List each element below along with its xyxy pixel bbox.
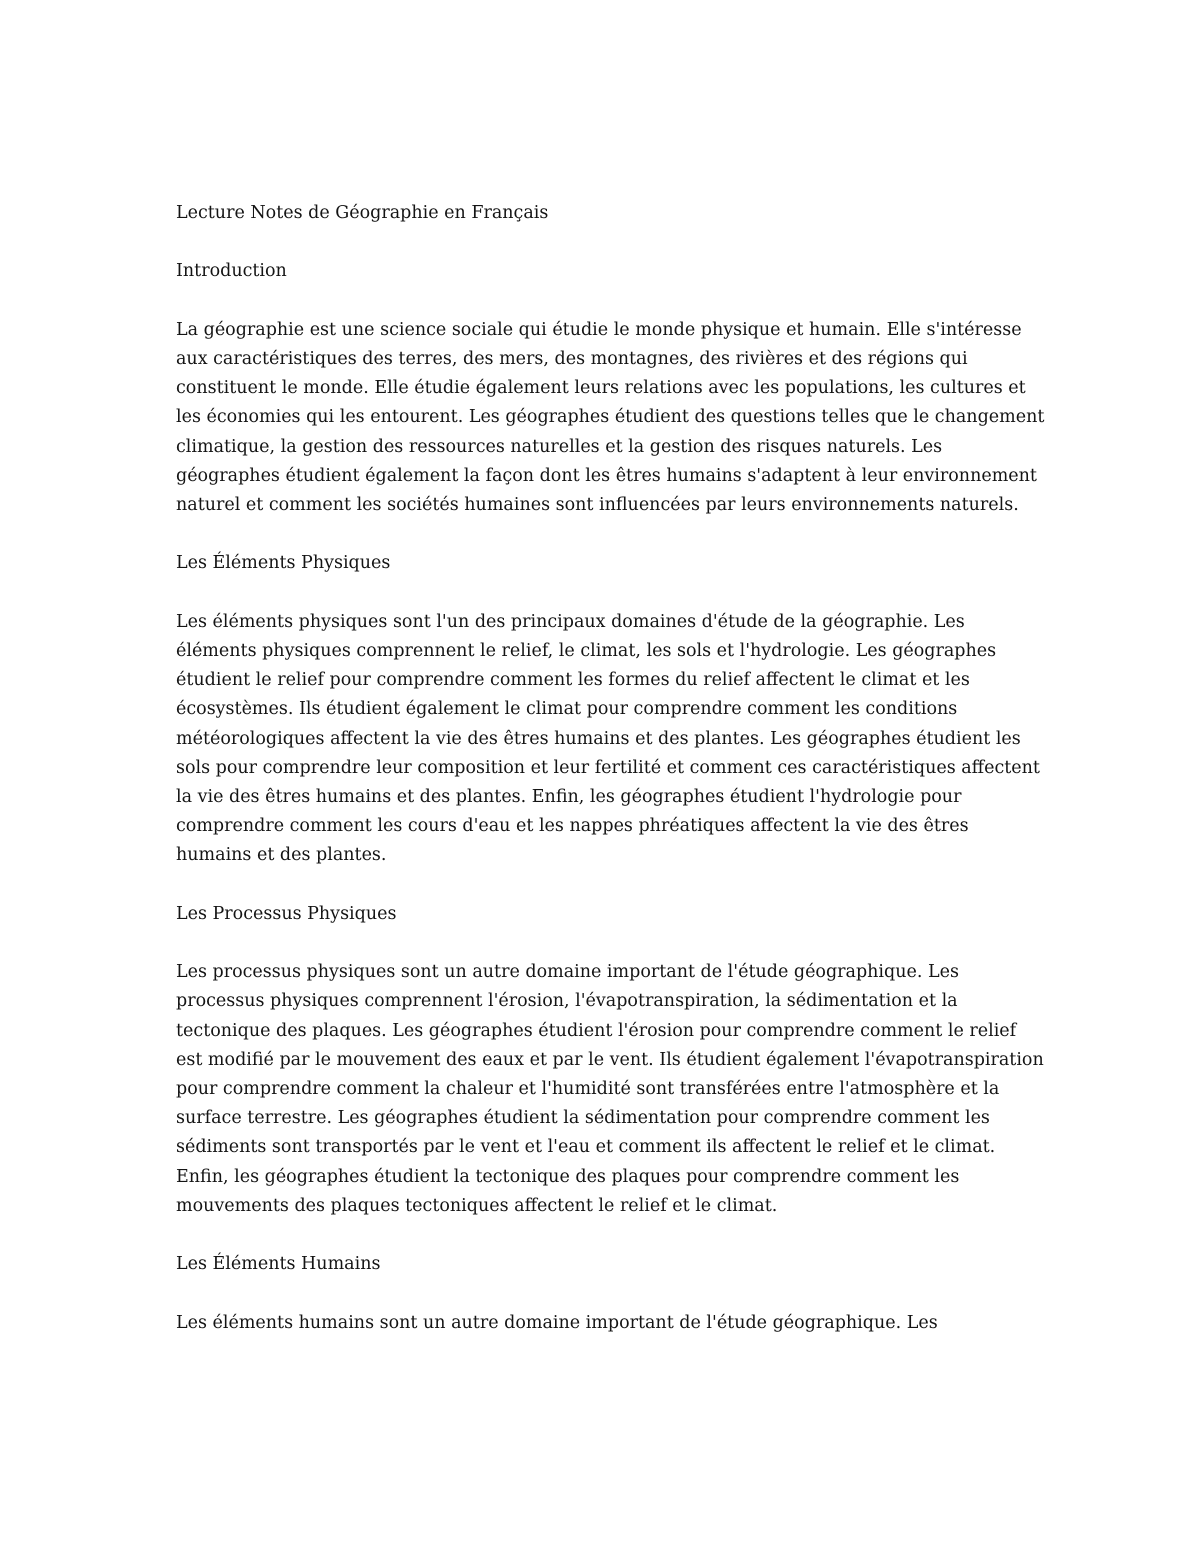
document-body — [176, 199, 1046, 1367]
document-title: Lecture Notes de Géographie en Français — [176, 203, 549, 223]
section-paragraph-elements-physiques: Les éléments physiques sont l'un des principaux domaines d'étude de la géographie. Les éléments physiques comprennent le relief, le climat, les sols et l'hydrologie. Les géographes étudient le relief pour comprendre comment les formes du relief affectent le climat et les écosystèmes. Ils étudient également le climat pour comprendre comment les conditions météorologiques affectent la vie des êtres humains et des plantes. Les géographes étudient les sols pour comprendre leur composition et leur fertilité et comment ces caractéristiques affectent la vie des êtres humains et des plantes. Enfin, les géographes étudient l'hydrologie pour comprendre comment les cours d'eau et les nappes phréatiques affectent la vie des êtres humains et des plantes. — [176, 611, 1040, 866]
section-heading-processus-physiques: Les Processus Physiques — [176, 903, 397, 924]
section-heading-introduction: Introduction — [176, 261, 287, 282]
section-paragraph-processus-physiques: Les processus physiques sont un autre domaine important de l'étude géographique. Les processus physiques comprennent l'érosion, l'évapotranspiration, la sédimentation et la tectonique des plaques. Les géographes étudient l'érosion pour comprendre comment le relief est modifié par le mouvement des eaux et par le vent. Ils étudient également l'évapotranspiration pour comprendre comment la chaleur et l'humidité sont transférées entre l'atmosphère et la surface terrestre. Les géographes étudient la sédimentation pour comprendre comment les sédiments sont transportés par le vent et l'eau et comment ils affectent le relief et le climat. Enfin, les géographes étudient la tectonique des plaques pour comprendre comment les mouvements des plaques tectoniques affectent le relief et le climat. — [176, 962, 1044, 1216]
section-paragraph-elements-humains: Les éléments humains sont un autre domaine important de l'étude géographique. Les — [176, 1312, 938, 1333]
section-heading-elements-humains: Les Éléments Humains — [176, 1254, 381, 1275]
section-heading-elements-physiques: Les Éléments Physiques — [176, 553, 391, 574]
section-paragraph-introduction: La géographie est une science sociale qui étudie le monde physique et humain. Elle s'intéresse aux caractéristiques des terres, des mers, des montagnes, des rivières et des régions qui constituent le monde. Elle étudie également leurs relations avec les populations, les cultures et les économies qui les entourent. Les géographes étudient des questions telles que le changement climatique, la gestion des ressources naturelles et la gestion des risques naturels. Les géographes étudient également la façon dont les êtres humains s'adaptent à leur environnement naturel et comment les sociétés humaines sont influencées par leurs environnements naturels. — [176, 319, 1045, 515]
